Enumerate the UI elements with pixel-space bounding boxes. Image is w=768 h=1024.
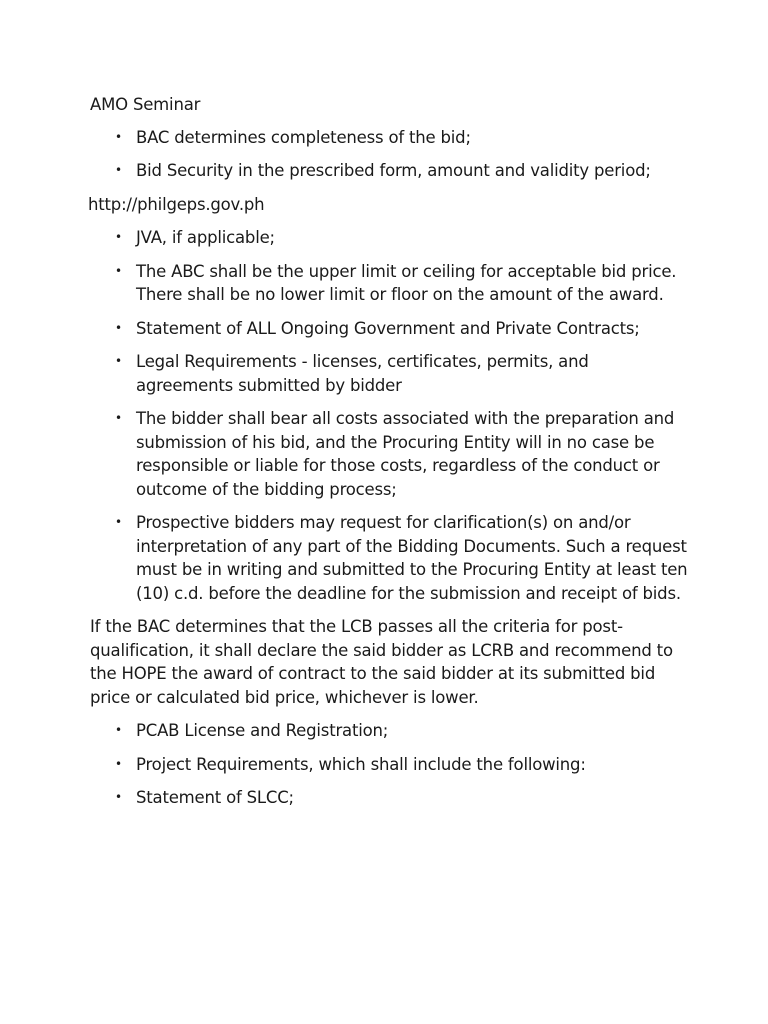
bullet-list-1 [90,126,690,183]
list-item-text: BAC determines completeness of the bid; [136,127,471,147]
list-item [90,159,690,183]
list-item-text: Statement of ALL Ongoing Government and Private Contracts; [136,318,640,338]
list-item-text: PCAB License and Registration; [136,721,389,740]
bullet-icon: • [115,354,122,368]
list-item-text: The bidder shall bear all costs associated with the preparation and submission of his bid, and the Procuring Entity will in no case be responsible or liable for those costs, regardless of the conduct or outcome of the bidding process; [136,409,675,499]
list-item-text: Legal Requirements - licenses, certificates, permits, and agreements submitted by bidder [136,352,589,395]
bullet-icon: • [115,756,122,771]
list-item-text: JVA, if applicable; [136,228,275,247]
bullet-list-2 [90,226,690,605]
bullet-icon: • [115,163,122,177]
list-item-text: The ABC shall be the upper limit or ceiling for acceptable bid price. There shall be no lower limit or floor on the amount of the award. [136,261,677,304]
list-item-text: Prospective bidders may request for clarification(s) on and/or interpretation of any part of the Bidding Documents. Such a request must be in writing and submitted to the Procuring Entity at least ten (10) c.d. before the deadline for the submission and receipt of bids. [136,513,688,603]
body-paragraph: If the BAC determines that the LCB passes all the criteria for post-qualification, it shall declare the said bidder as LCRB and recommend to the HOPE the award of contract to the said bidder at its submitted bid price or calculated bid price, whichever is lower. [90,617,673,707]
bullet-icon: • [115,129,122,144]
bullet-icon: • [115,515,122,529]
list-item-text: Bid Security in the prescribed form, amount and validity period; [136,161,651,180]
bullet-icon: • [115,263,122,278]
document-title: AMO Seminar [90,95,201,114]
list-item [90,350,690,397]
list-item [90,407,690,501]
document-content [90,93,690,820]
bullet-icon: • [115,320,122,335]
bullet-icon: • [115,230,122,244]
list-item [90,753,690,777]
list-item [90,719,690,743]
list-item [90,226,690,250]
bullet-icon: • [115,411,122,425]
list-item [90,126,690,150]
list-item-text: Statement of SLCC; [136,788,294,807]
list-item [90,260,690,307]
list-item-text: Project Requirements, which shall include the following: [136,754,586,774]
list-item [90,317,690,341]
url-text: http://philgeps.gov.ph [88,194,265,214]
bullet-icon: • [115,723,122,737]
list-item [90,511,690,605]
bullet-list-3 [90,719,690,810]
list-item [90,786,690,810]
bullet-icon: • [115,790,122,804]
